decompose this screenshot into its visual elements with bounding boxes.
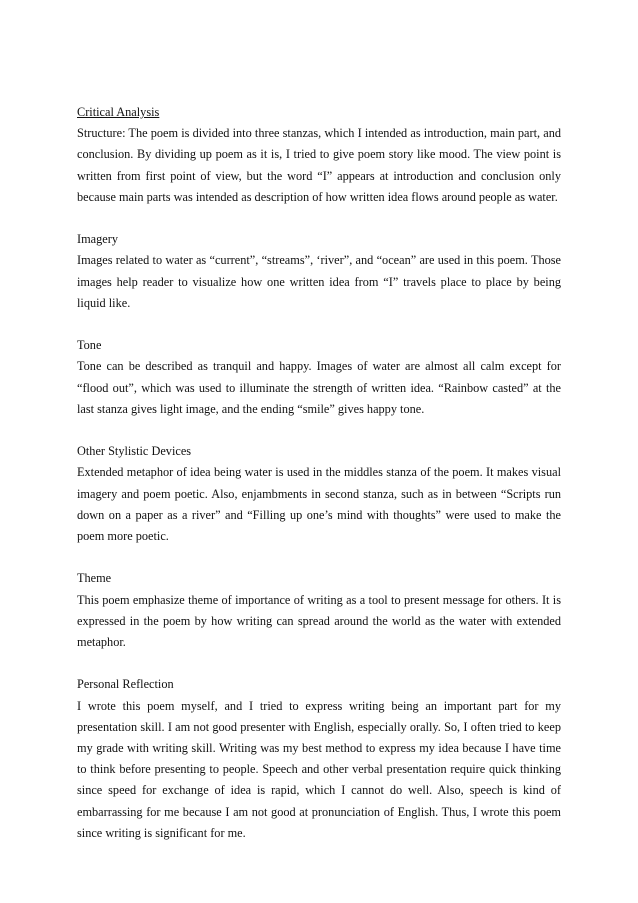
section-personal-reflection	[77, 674, 561, 844]
section-heading: Other Stylistic Devices	[77, 444, 192, 459]
section-theme	[77, 568, 561, 653]
section-imagery	[77, 229, 561, 314]
section-heading: Imagery	[77, 232, 118, 247]
section-heading: Theme	[77, 571, 112, 586]
section-paragraph: Images related to water as “current”, “streams”, ‘river”, and “ocean” are used in this poem. Those images help reader to visualize how one written idea from “I” travels place to place by being liquid like.	[77, 253, 561, 310]
section-heading: Tone	[77, 338, 102, 353]
section-heading: Personal Reflection	[77, 677, 174, 692]
section-paragraph: Tone can be described as tranquil and happy. Images of water are almost all calm except for “flood out”, which was used to illuminate the strength of written idea. “Rainbow casted” at the last stanza gives light image, and the ending “smile” gives happy tone.	[77, 359, 561, 416]
document-page	[77, 102, 561, 865]
section-paragraph: Structure: The poem is divided into three stanzas, which I intended as introduction, main part, and conclusion. By dividing up poem as it is, I tried to give poem story like mood. The view point is written from first point of view, but the word “I” appears at introduction and conclusion only because main parts was intended as description of how written idea flows around people as water.	[77, 126, 561, 204]
section-heading: Critical Analysis	[77, 105, 160, 119]
section-critical-analysis	[77, 102, 561, 208]
section-other-stylistic-devices	[77, 441, 561, 547]
section-paragraph: Extended metaphor of idea being water is used in the middles stanza of the poem. It makes visual imagery and poem poetic. Also, enjambments in second stanza, such as in between “Scripts run down on a paper as a river” and “Filling up one’s mind with thoughts” were used to make the poem more poetic.	[77, 465, 561, 544]
section-tone	[77, 335, 561, 420]
section-paragraph: I wrote this poem myself, and I tried to express writing being an important part for my presentation skill. I am not good presenter with English, especially orally. So, I often tried to keep my grade with writing skill. Writing was my best method to express my idea because I have time to think before presenting to people. Speech and other verbal presentation require quick thinking since speed for exchange of idea is rapid, which I cannot do well. Also, speech is kind of embarrassing for me because I am not good at pronunciation of English. Thus, I wrote this poem since writing is significant for me.	[77, 698, 561, 840]
section-paragraph: This poem emphasize theme of importance of writing as a tool to present message for others. It is expressed in the poem by how writing can spread around the world as the water with extended metaphor.	[77, 592, 561, 650]
